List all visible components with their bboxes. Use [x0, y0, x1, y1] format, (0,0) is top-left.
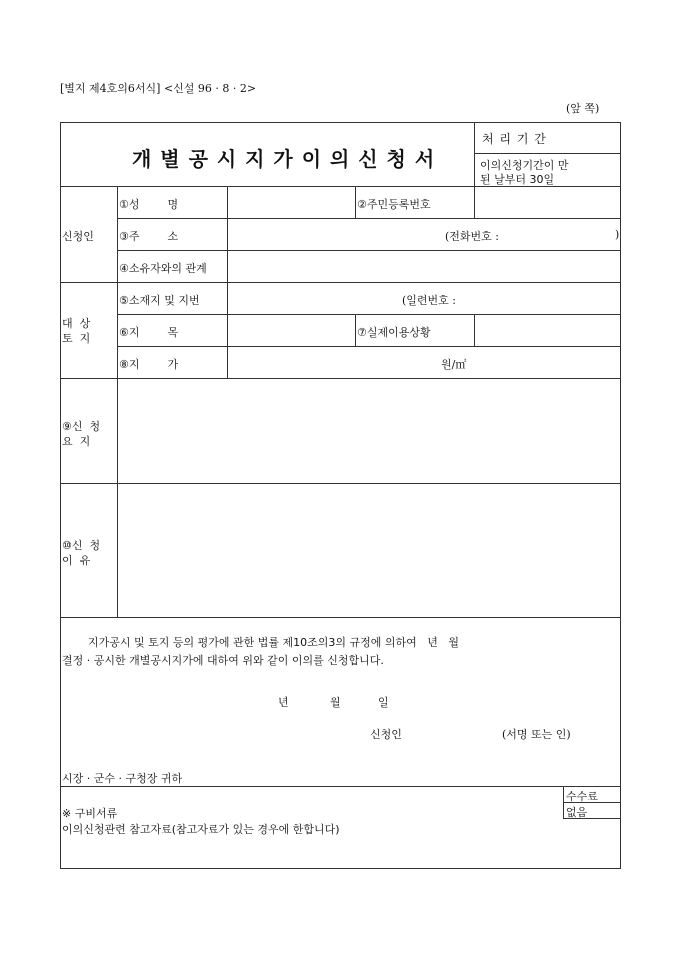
required-documents-item: 이의신청관련 참고자료(참고자료가 있는 경우에 한합니다): [62, 823, 340, 836]
location-label: ⑤소재지 및 지번: [119, 294, 200, 307]
resident-number-label: ②주민등록번호: [357, 198, 431, 211]
sign-or-seal-label: (서명 또는 인): [502, 728, 571, 741]
serial-number-field[interactable]: [472, 284, 619, 313]
name-field[interactable]: [228, 188, 354, 217]
fee-label: 수수료: [566, 790, 598, 803]
date-day: 일: [378, 696, 389, 709]
serial-number-label: (일련번호 :: [402, 294, 456, 307]
land-price-unit: 원/㎡: [441, 358, 467, 371]
owner-relation-label: ④소유자와의 관계: [119, 262, 207, 275]
land-price-field[interactable]: [228, 348, 424, 377]
request-reason-field[interactable]: [119, 485, 619, 616]
phone-close: ): [615, 228, 620, 241]
processing-period-value-2: 된 날부터 30일: [480, 173, 555, 186]
page-side-note: (앞 쪽): [566, 102, 600, 115]
land-group-label-1: 대 상: [62, 317, 91, 330]
applicant-group-label: 신청인: [62, 230, 94, 243]
request-summary-label-1: ⑨신 청: [62, 420, 101, 433]
request-reason-label-1: ⑩신 청: [62, 539, 101, 552]
date-month: 월: [330, 696, 341, 709]
required-documents-heading: ※ 구비서류: [62, 807, 118, 820]
processing-period-label: 처 리 기 간: [482, 132, 547, 146]
resident-number-field[interactable]: [476, 188, 619, 217]
land-category-label: ⑥지 목: [119, 326, 179, 339]
name-label: ①성 명: [119, 198, 179, 211]
addressee: 시장 · 군수 · 구청장 귀하: [62, 772, 183, 785]
applicant-signature-label: 신청인: [370, 728, 402, 741]
phone-label: (전화번호 :: [445, 230, 499, 243]
land-group-label-2: 토 지: [62, 332, 91, 345]
fee-value: 없음: [566, 806, 588, 819]
address-label: ③주 소: [119, 230, 179, 243]
request-summary-field[interactable]: [119, 380, 619, 482]
actual-use-field[interactable]: [476, 316, 619, 345]
phone-field[interactable]: [499, 220, 611, 249]
owner-relation-field[interactable]: [228, 252, 619, 281]
location-field[interactable]: [228, 284, 388, 313]
request-reason-label-2: 이 유: [62, 554, 91, 567]
request-summary-label-2: 요 지: [62, 435, 91, 448]
processing-period-value-1: 이의신청기간이 만: [480, 159, 569, 172]
land-price-label: ⑧지 가: [119, 358, 179, 371]
land-category-field[interactable]: [228, 316, 354, 345]
form-title: 개 별 공 시 지 가 이 의 신 청 서: [132, 147, 436, 171]
statement-line-1: 지가공시 및 토지 등의 평가에 관한 법률 제10조의3의 규정에 의하여 년 월: [88, 636, 459, 649]
statement-line-2: 결정 · 공시한 개별공시지가에 대하여 위와 같이 이의를 신청합니다.: [62, 654, 384, 667]
date-year: 년: [278, 696, 289, 709]
form-reference: [별지 제4호의6서식] <신설 96 · 8 · 2>: [60, 82, 257, 95]
actual-use-label: ⑦실제이용상황: [357, 326, 431, 339]
address-field[interactable]: [228, 220, 438, 249]
